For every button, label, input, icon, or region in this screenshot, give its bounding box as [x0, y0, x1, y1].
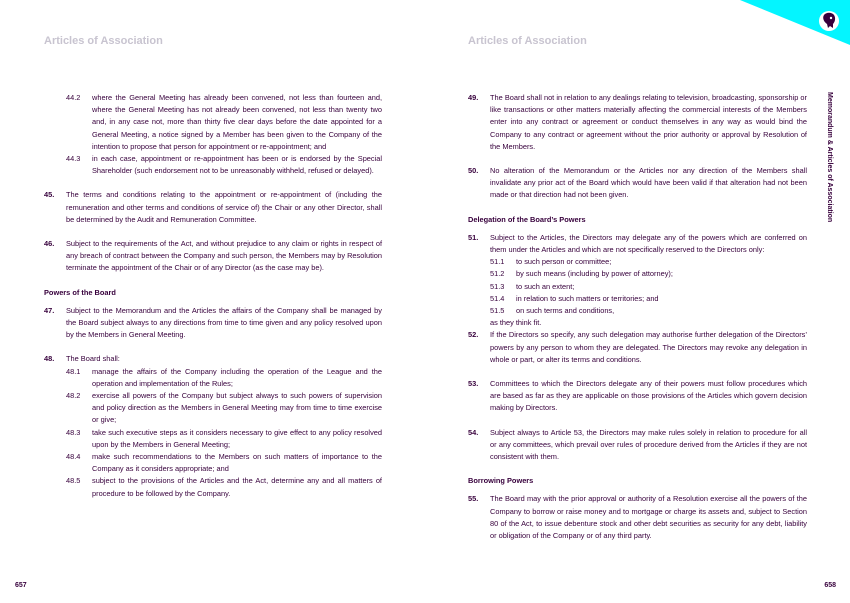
clause-48-4: 48.4 make such recommendations to the Members on such matters of importance to the Company as it considers appropriate; and: [66, 452, 382, 474]
clause-48-5: 48.5 subject to the provisions of the Articles and the Act, determine any and all matters of procedure to be followed by the Company.: [66, 476, 382, 498]
heading-powers-of-the-board: Powers of the Board: [44, 287, 116, 297]
right-column: [468, 92, 807, 542]
clause-51-5: 51.5 on such terms and conditions,: [490, 306, 615, 316]
clause-51-4: 51.4 in relation to such matters or territories; and: [490, 293, 659, 303]
article-47: 47. Subject to the Memorandum and the Articles the affairs of the Company shall be managed by the Board subject always to any directions from time to time given and any policy resolved upon by the Members in General Meeting.: [44, 305, 382, 340]
article-53: 53. Committees to which the Directors delegate any of their powers must follow procedures which are based as far as they are applicable on those provisions of the Articles which govern decision making by Directors.: [468, 379, 807, 413]
running-title: Articles of Association: [468, 35, 587, 47]
article-48-sublist: [66, 366, 382, 500]
clause-51-1: 51.1 to such person or committee;: [490, 257, 612, 267]
article-45: 45. The terms and conditions relating to the appointment or re-appointment of (including the remuneration and other terms and conditions of service of) the Chair or any other Director, shall be determined by the Audit and Remuneration Committee.: [44, 190, 382, 224]
clause-44-2: 44.2 where the General Meeting has already been convened, not less than fourteen and, where the General Meeting has not already been convened, not less than twenty two and, in any case not, more than thirty five clear days before the date appointed for a General Meeting, a notice signed by a Member has been given to the Company of the intention to propose that person for appointment or re-appointment; and: [66, 93, 382, 151]
clause-44-3: 44.3 in each case, appointment or re-appointment has been or is endorsed by the Special Shareholder (such endorsement not to be unreasonably withheld, refused or delayed).: [66, 154, 382, 176]
side-section-label: [818, 92, 848, 242]
article-52: 52. If the Directors so specify, any such delegation may authorise further delegation of the Directors’ powers by any person to whom they are delegated. The Directors may revoke any delegation in whole or part, or alter its terms and conditions.: [468, 330, 807, 364]
clause-48-3: 48.3 take such executive steps as it considers necessary to give effect to any policy resolved upon by the Members in General Meeting;: [66, 427, 382, 449]
page-number: 658: [824, 582, 836, 589]
article-51: 51. Subject to the Articles, the Directors may delegate any of the powers which are conferred on them under the Articles and which are not specifically reserved to the Directors only:: [468, 232, 807, 255]
clause-48-1: 48.1 manage the affairs of the Company including the operation of the League and the operation and implementation of the Rules;: [66, 366, 382, 388]
article-51-closing: as they think fit.: [490, 318, 542, 328]
left-column: [44, 92, 382, 500]
article-50: 50. No alteration of the Memorandum or the Articles nor any direction of the Members shall invalidate any prior act of the Board which would have been valid if that alteration had not been made or that direction had not been given.: [468, 166, 807, 200]
page-number: 657: [15, 582, 27, 589]
heading-delegation: Delegation of the Board’s Powers: [468, 214, 586, 224]
article-49: 49. The Board shall not in relation to any dealings relating to television, broadcasting, sponsorship or like transactions or other matters materially affecting the commercial interests of the Members enter into any contract or agreement or conduct themselves in any way as would bind the Company to any contract or agreement without the prior authority or approval by Resolution of the Members.: [468, 93, 807, 151]
lion-crest-icon: [818, 10, 840, 32]
article-54: 54. Subject always to Article 53, the Directors may make rules solely in relation to procedure for all or any committees, which prevail over rules of procedure derived from the Articles if they are not consistent with them.: [468, 427, 807, 462]
heading-borrowing-powers: Borrowing Powers: [468, 476, 534, 486]
article-48: 48. The Board shall:: [44, 354, 120, 364]
running-title: Articles of Association: [44, 35, 163, 47]
article-55: 55. The Board may with the prior approval or authority of a Resolution exercise all the powers of the Company to borrow or raise money and to mortgage or charge its assets and, subject to Section 80 of the Act, to issue debenture stock and other debt securities as security for any debt, liability or obligation of the Company or of any third party.: [468, 494, 807, 541]
article-51-sublist: [490, 256, 807, 317]
side-label-text: Memorandum & Articles of Association: [826, 92, 833, 223]
article-46: 46. Subject to the requirements of the Act, and without prejudice to any claim or rights in respect of any breach of contract between the Company and such person, the Members may by Resolution terminate the appointment of the Chair or of any Director (as the case may be).: [44, 239, 382, 273]
right-page: [425, 0, 850, 603]
clause-48-2: 48.2 exercise all powers of the Company but subject always to such powers of supervision and policy direction as the Members in General Meeting may from time to time exercise or give;: [66, 391, 382, 425]
article-44-sublist: [66, 92, 382, 177]
clause-51-3: 51.3 to such an extent;: [490, 281, 575, 291]
clause-51-2: 51.2 by such means (including by power of attorney);: [490, 269, 673, 279]
